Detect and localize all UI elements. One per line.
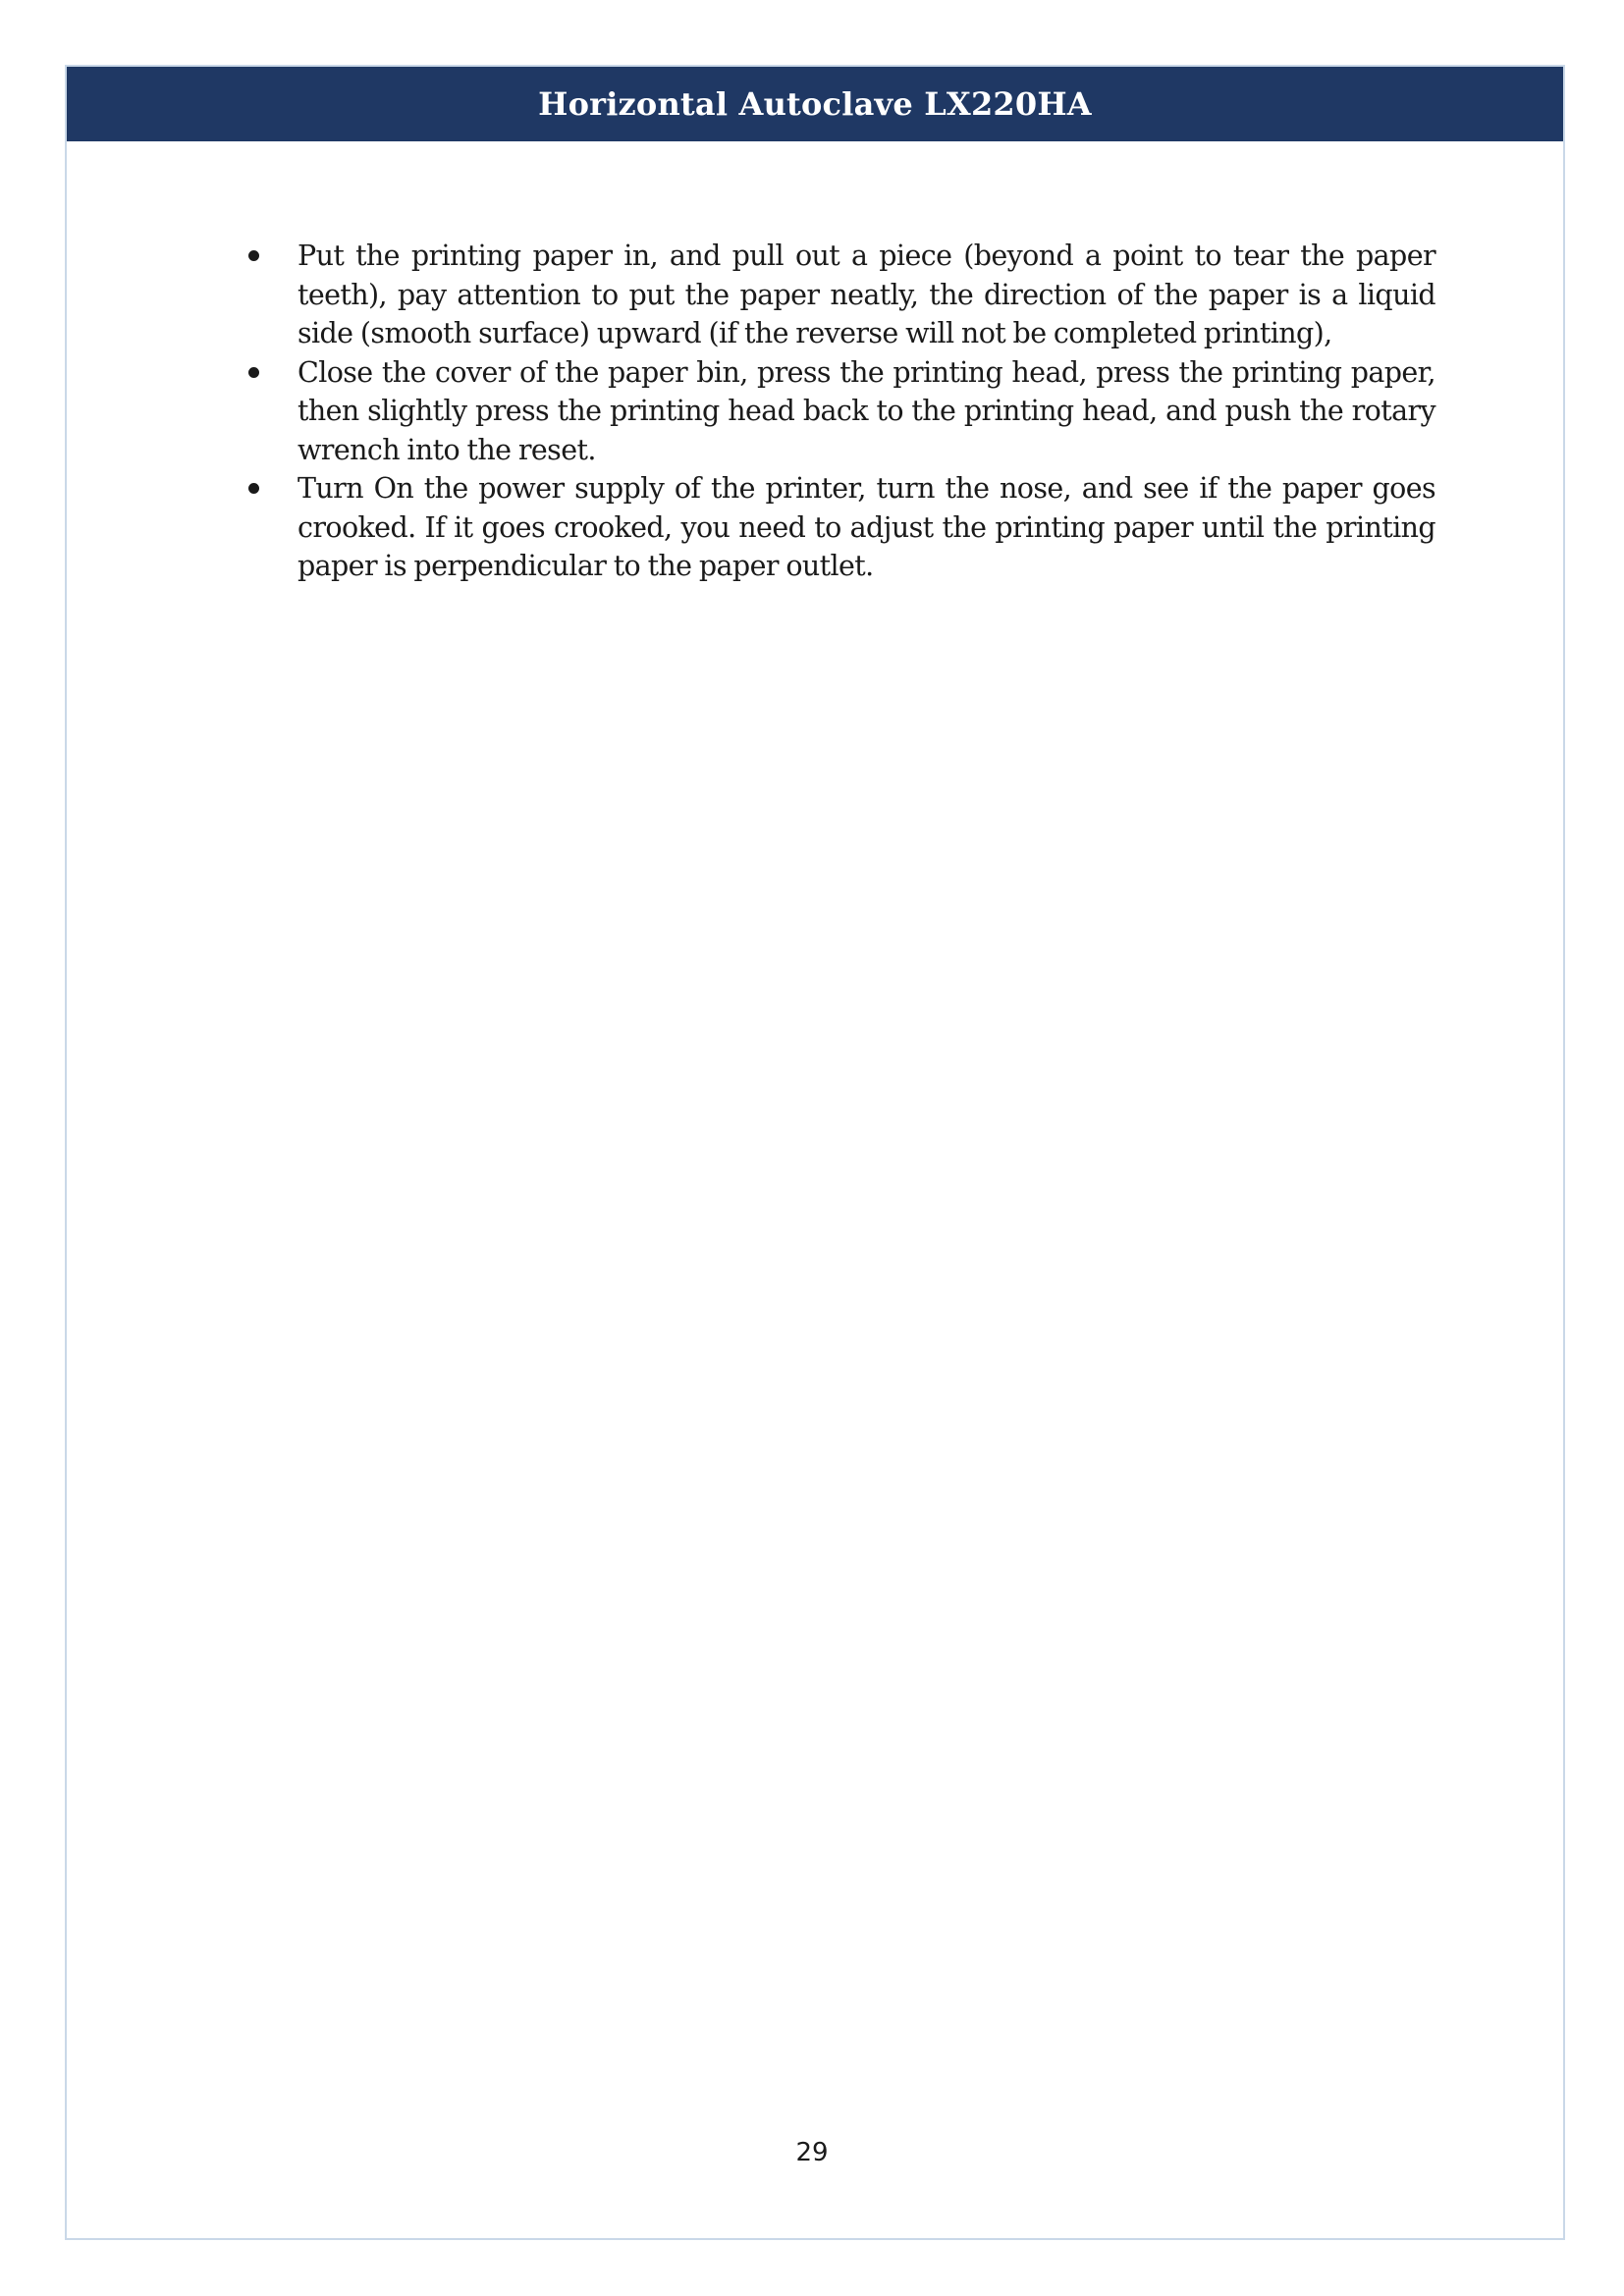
list-item-text: Put the printing paper in, and pull out a piece (beyond a point to tear the paper teeth), pay attention to put the paper neatly, the direction of the paper is a liquid side (smooth surface) upward (if the reverse will not be completed printing), [298, 240, 1435, 349]
list-item [244, 237, 1435, 353]
content-body [244, 237, 1435, 586]
list-item-text: Close the cover of the paper bin, press the printing head, press the printing paper, then slightly press the printing head back to the printing head, and push the rotary wrench into the reset. [298, 355, 1435, 466]
list-item [244, 469, 1435, 586]
page-number: 29 [795, 2138, 829, 2167]
list-item-text: Turn On the power supply of the printer, turn the nose, and see if the paper goes crooked. If it goes crooked, you need to adjust the printing paper until the printing paper is perpendicular to the paper outlet. [298, 472, 1435, 582]
bullet-list [244, 237, 1435, 586]
header-bar [67, 67, 1563, 141]
bullet-icon [248, 367, 259, 378]
bullet-icon [248, 483, 259, 494]
list-item [244, 353, 1435, 470]
bullet-icon [248, 250, 259, 261]
page-title: Horizontal Autoclave LX220HA [538, 85, 1092, 123]
